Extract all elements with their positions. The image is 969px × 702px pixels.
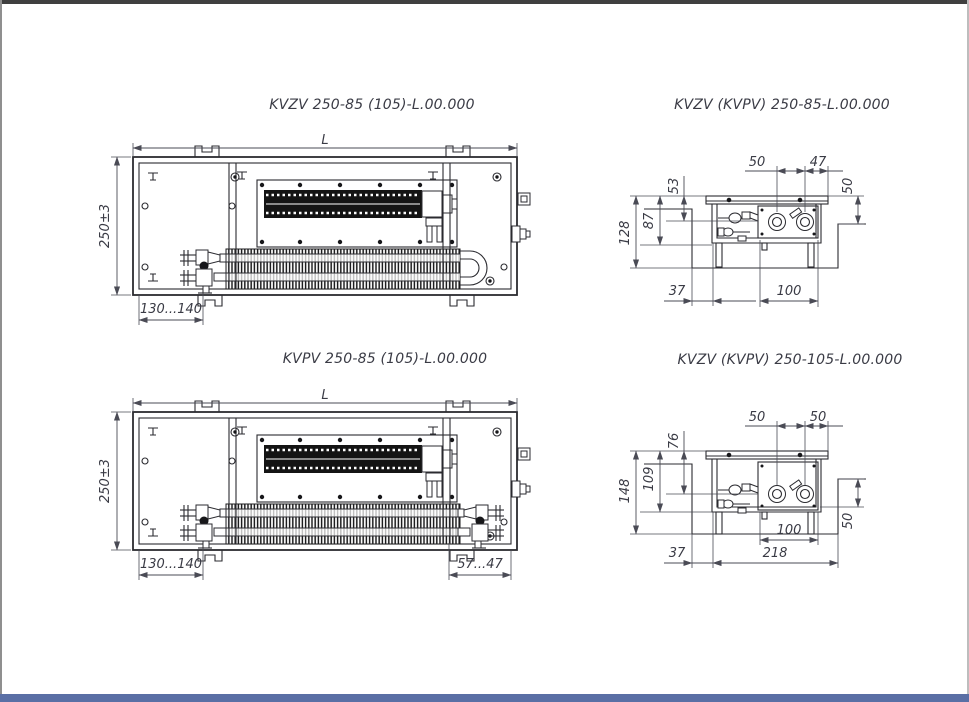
- dim-label-height: 250±3: [98, 204, 113, 248]
- sheet-left-border: [0, 0, 2, 702]
- dim-label-pipe-spacing: 50: [748, 410, 766, 425]
- dim-label-length: L: [321, 133, 329, 148]
- dim-label-inlet-offset: 130...140: [139, 557, 203, 572]
- dim-label-inlet-offset: 130...140: [139, 302, 203, 317]
- dim-label-outlet-offset: 57...47: [457, 557, 503, 572]
- bottom-accent-bar: [0, 694, 969, 702]
- dim-label-side-clearance: 37: [668, 284, 686, 299]
- dim-label-side-clearance: 37: [668, 546, 686, 561]
- drawing-title-section-105: KVZV (KVPV) 250-105-L.00.000: [677, 352, 903, 368]
- dim-label-pipe-to-edge: 47: [809, 155, 827, 170]
- dim-label-pipe-to-edge: 50: [809, 410, 827, 425]
- dim-label-recess-width: 218: [762, 546, 788, 561]
- dim-label-pipe-spacing: 50: [748, 155, 766, 170]
- dim-label-leg-spacing: 100: [776, 284, 802, 299]
- dim-label-length: L: [321, 388, 329, 403]
- plan-view-kvzv: [98, 97, 530, 325]
- dim-label-total-depth: 128: [618, 220, 633, 246]
- plan-view-kvpv: [98, 351, 530, 580]
- dim-label-body-depth: 109: [642, 466, 657, 492]
- section-view-105: [618, 352, 902, 568]
- dim-label-pipe-axis-depth: 76: [667, 432, 682, 450]
- drawing-title-section-85: KVZV (KVPV) 250-85-L.00.000: [674, 97, 890, 113]
- sheet-top-border: [0, 0, 969, 4]
- dim-label-pipe-axis-depth: 53: [667, 177, 682, 195]
- dim-label-total-depth: 148: [618, 478, 633, 504]
- drawing-title-kvzv-plan: KVZV 250-85 (105)-L.00.000: [269, 97, 475, 113]
- dim-label-leg-spacing: 100: [776, 523, 802, 538]
- section-view-85: [618, 97, 890, 307]
- dim-label-height: 250±3: [98, 459, 113, 503]
- dim-label-edge-depth: 50: [841, 512, 856, 530]
- dim-label-edge-depth: 50: [841, 177, 856, 195]
- dim-label-body-depth: 87: [642, 212, 657, 230]
- drawing-title-kvpv-plan: KVPV 250-85 (105)-L.00.000: [282, 351, 488, 367]
